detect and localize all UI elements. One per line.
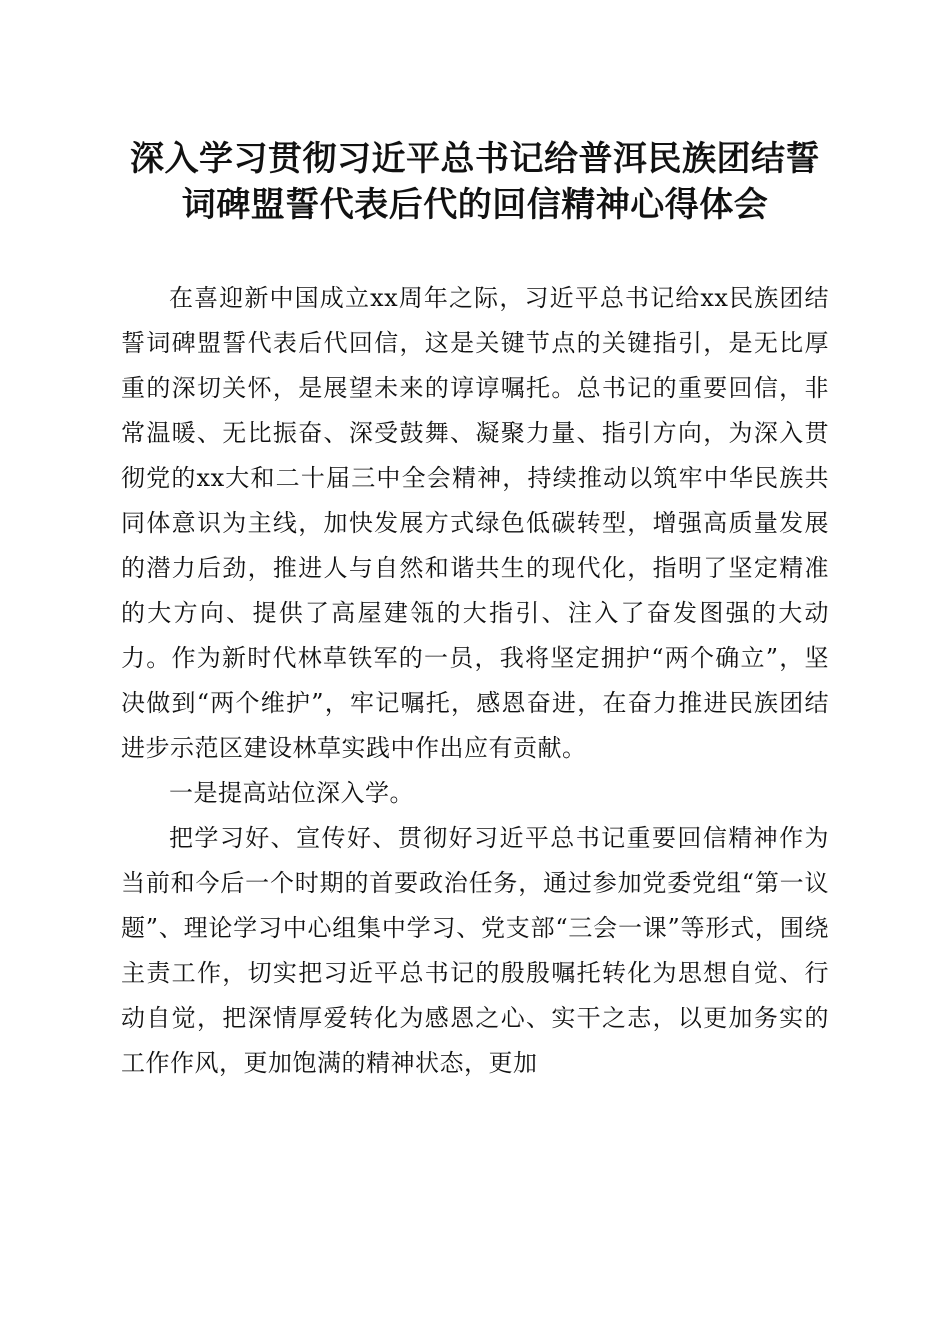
intro-paragraph: 在喜迎新中国成立xx周年之际，习近平总书记给xx民族团结誓词碑盟誓代表后代回信，这是关键节点的关键指引，是无比厚重的深切关怀，是展望未来的谆谆嘱托。总书记的重要回信，非常温暖、无比振奋、深受鼓舞、凝聚力量、指引方向，为深入贯彻党的xx大和二十届三中全会精神，持续推动以筑牢中华民族共同体意识为主线，加快发展方式绿色低碳转型，增强高质量发展的潜力后劲，推进人与自然和谐共生的现代化，指明了坚定精准的大方向、提供了高屋建瓴的大指引、注入了奋发图强的大动力。作为新时代林草铁军的一员，我将坚定拥护“两个确立”，坚决做到“两个维护”，牢记嘱托，感恩奋进，在奋力推进民族团结进步示范区建设林草实践中作出应有贡献。 (121, 284, 829, 762)
title-line-1: 深入学习贯彻习近平总书记给普洱民族团结誓 (130, 139, 820, 179)
section-heading-1: 一是提高站位深入学。 (169, 779, 414, 807)
title-line-2: 词碑盟誓代表后代的回信精神心得体会 (181, 185, 769, 225)
document-title (90, 136, 860, 228)
section-1-paragraph: 把学习好、宣传好、贯彻好习近平总书记重要回信精神作为当前和今后一个时期的首要政治任务，通过参加党委党组“第一议题”、理论学习中心组集中学习、党支部“三会一课”等形式，围绕主责工作，切实把习近平总书记的殷殷嘱托转化为思想自觉、行动自觉，把深情厚爱转化为感恩之心、实干之志，以更加务实的工作作风，更加饱满的精神状态，更加 (121, 824, 829, 1077)
document-body (121, 276, 829, 1086)
